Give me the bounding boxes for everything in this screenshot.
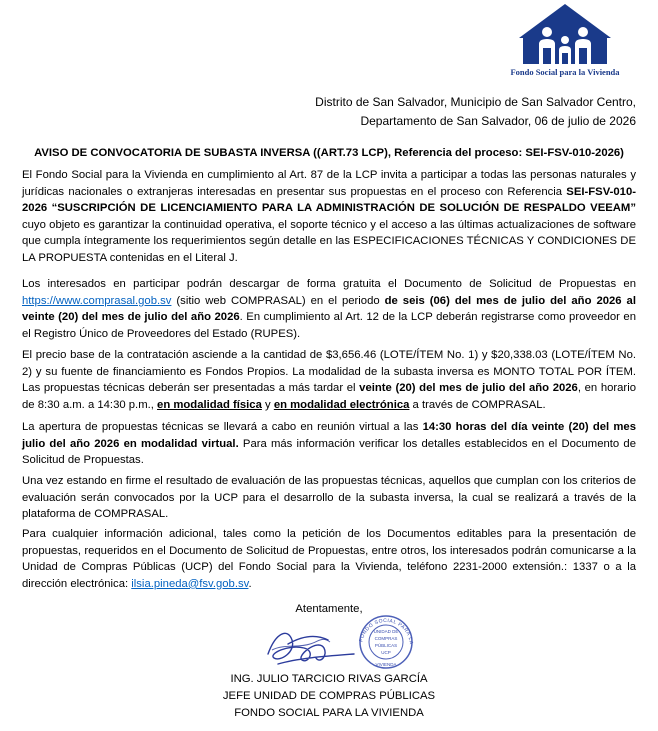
signer-role: JEFE UNIDAD DE COMPRAS PÚBLICAS	[222, 690, 436, 702]
stamp-inner-line-3: PÚBLICAS	[374, 643, 398, 648]
document-title: AVISO DE CONVOCATORIA DE SUBASTA INVERSA ((ART.73 LCP), Referencia del proceso: SEI-FSV-010-2026)	[34, 147, 624, 159]
handwritten-signature	[258, 614, 418, 676]
paragraph-download	[22, 276, 636, 342]
stamp-arc-text: FONDO SOCIAL PARA LA	[358, 617, 415, 646]
deadline-date: veinte (20) del mes de julio del año 2026	[359, 382, 578, 395]
paragraph-price	[22, 347, 636, 413]
text: Para cualquier información adicional, tales como la petición de los Documentos editables para la presentación de propuestas, requeridos en el Documento de Solicitud de Propuestas, entre otros, los interesados podrán comunicarse a la Unidad de Compras Públicas (UCP) del Fondo Social para la Vivienda, teléfono 2231-2000 extensión.: 1337 o a la dirección electrónica:	[22, 528, 636, 590]
stamp-inner-line-2: COMPRAS	[374, 636, 398, 641]
comprasal-link[interactable]: https://www.comprasal.gob.sv	[22, 294, 172, 307]
text: Los interesados en participar podrán descargar de forma gratuita el Documento de Solicitud de Propuestas en	[22, 278, 636, 290]
house-family-icon	[517, 2, 613, 66]
paragraph-invitation	[22, 167, 636, 267]
text: a través de COMPRASAL.	[409, 398, 546, 411]
paragraph-evaluation	[22, 473, 636, 523]
opening-time: 14:30 horas del día veinte (20) del mes julio del año 2026 en modalidad virtual.	[22, 421, 636, 450]
text: El precio base de la contratación asciende a la cantidad de $3,656.46 (LOTE/ÍTEM No. 1) y $20,338.03 (LOTE/ÍTEM No. 2) y su fuente de financiamiento es Fondos Propios. La modalidad de la subasta inversa es MONTO TOTAL POR ÍTEM. Las propuestas técnicas deberán ser presentadas a más tardar el	[22, 349, 636, 395]
physical-modality: en modalidad física	[157, 398, 262, 411]
fsv-logo	[498, 2, 632, 84]
text: (sitio web COMPRASAL) en el periodo	[171, 294, 385, 307]
signature-area	[258, 614, 418, 676]
electronic-modality: en modalidad electrónica	[273, 398, 410, 411]
logo-caption: Fondo Social para la Vivienda	[510, 67, 620, 77]
signature-block	[0, 671, 658, 722]
stamp-inner-line-1: UNIDAD DE	[373, 629, 399, 634]
signer-organization: FONDO SOCIAL PARA LA VIVIENDA	[234, 707, 424, 719]
text: Para más información verificar los detalles establecidos en el Documento de Solicitud de Propuestas.	[22, 437, 636, 467]
paragraph-contact	[22, 526, 636, 592]
location-date-line-2: Departamento de San Salvador, 06 de julio de 2026	[360, 114, 636, 128]
location-line-1: Distrito de San Salvador, Municipio de San Salvador Centro,	[315, 95, 636, 109]
text: El Fondo Social para la Vivienda en cumplimiento al Art. 87 de la LCP invita a participar a todas las personas naturales y jurídicas nacionales o extranjeras interesadas en presentar sus propuestas en el proceso con Referencia	[22, 169, 636, 198]
process-reference: SEI-FSV-010-2026 “SUSCRIPCIÓN DE LICENCIAMIENTO PARA LA ADMINISTRACIÓN DE SOLUCIÓN DE RESPALDO VEEAM”	[22, 185, 636, 215]
text: , en horario de 8:30 a.m. a 14:30 p.m.,	[22, 382, 636, 411]
paragraph-opening	[22, 419, 636, 469]
text: cuyo objeto es garantizar la continuidad operativa, el soporte técnico y el acceso a las últimas actualizaciones de software que cumpla íntegramente los requerimientos según detalle en las ESPECIFICACIONES TÉCNICAS Y CONDICIONES DE LA PROPUESTA contenidas en el Literal J.	[22, 218, 636, 264]
stamp-inner-line-4: UCP	[381, 650, 391, 655]
location-date	[315, 93, 636, 131]
download-period: de seis (06) del mes de julio del año 2026 al veinte (20) del mes de julio del año 2026	[22, 294, 636, 324]
stamp-bottom-text: VIVIENDA	[375, 662, 397, 667]
text: La apertura de propuestas técnicas se llevará a cabo en reunión virtual a las	[22, 421, 423, 433]
signer-name: ING. JULIO TARCICIO RIVAS GARCÍA	[230, 673, 428, 685]
closing-salutation: Atentamente,	[295, 603, 363, 615]
text: y	[261, 398, 274, 411]
text: Una vez estando en firme el resultado de evaluación de las propuestas técnicas, aquellos que cumplan con los criterios de evaluación serán convocados por la UCP para el desarrollo de la subasta inversa, la cual se realizará a través de la plataforma de COMPRASAL.	[22, 475, 636, 521]
contact-email-link[interactable]: ilsia.pineda@fsv.gob.sv	[131, 577, 249, 590]
text: .	[248, 577, 252, 590]
text: . En cumplimiento al Art. 12 de la LCP deberán registrarse como proveedor en el Registro Único de Proveedores del Estado (RUPES).	[22, 311, 636, 340]
